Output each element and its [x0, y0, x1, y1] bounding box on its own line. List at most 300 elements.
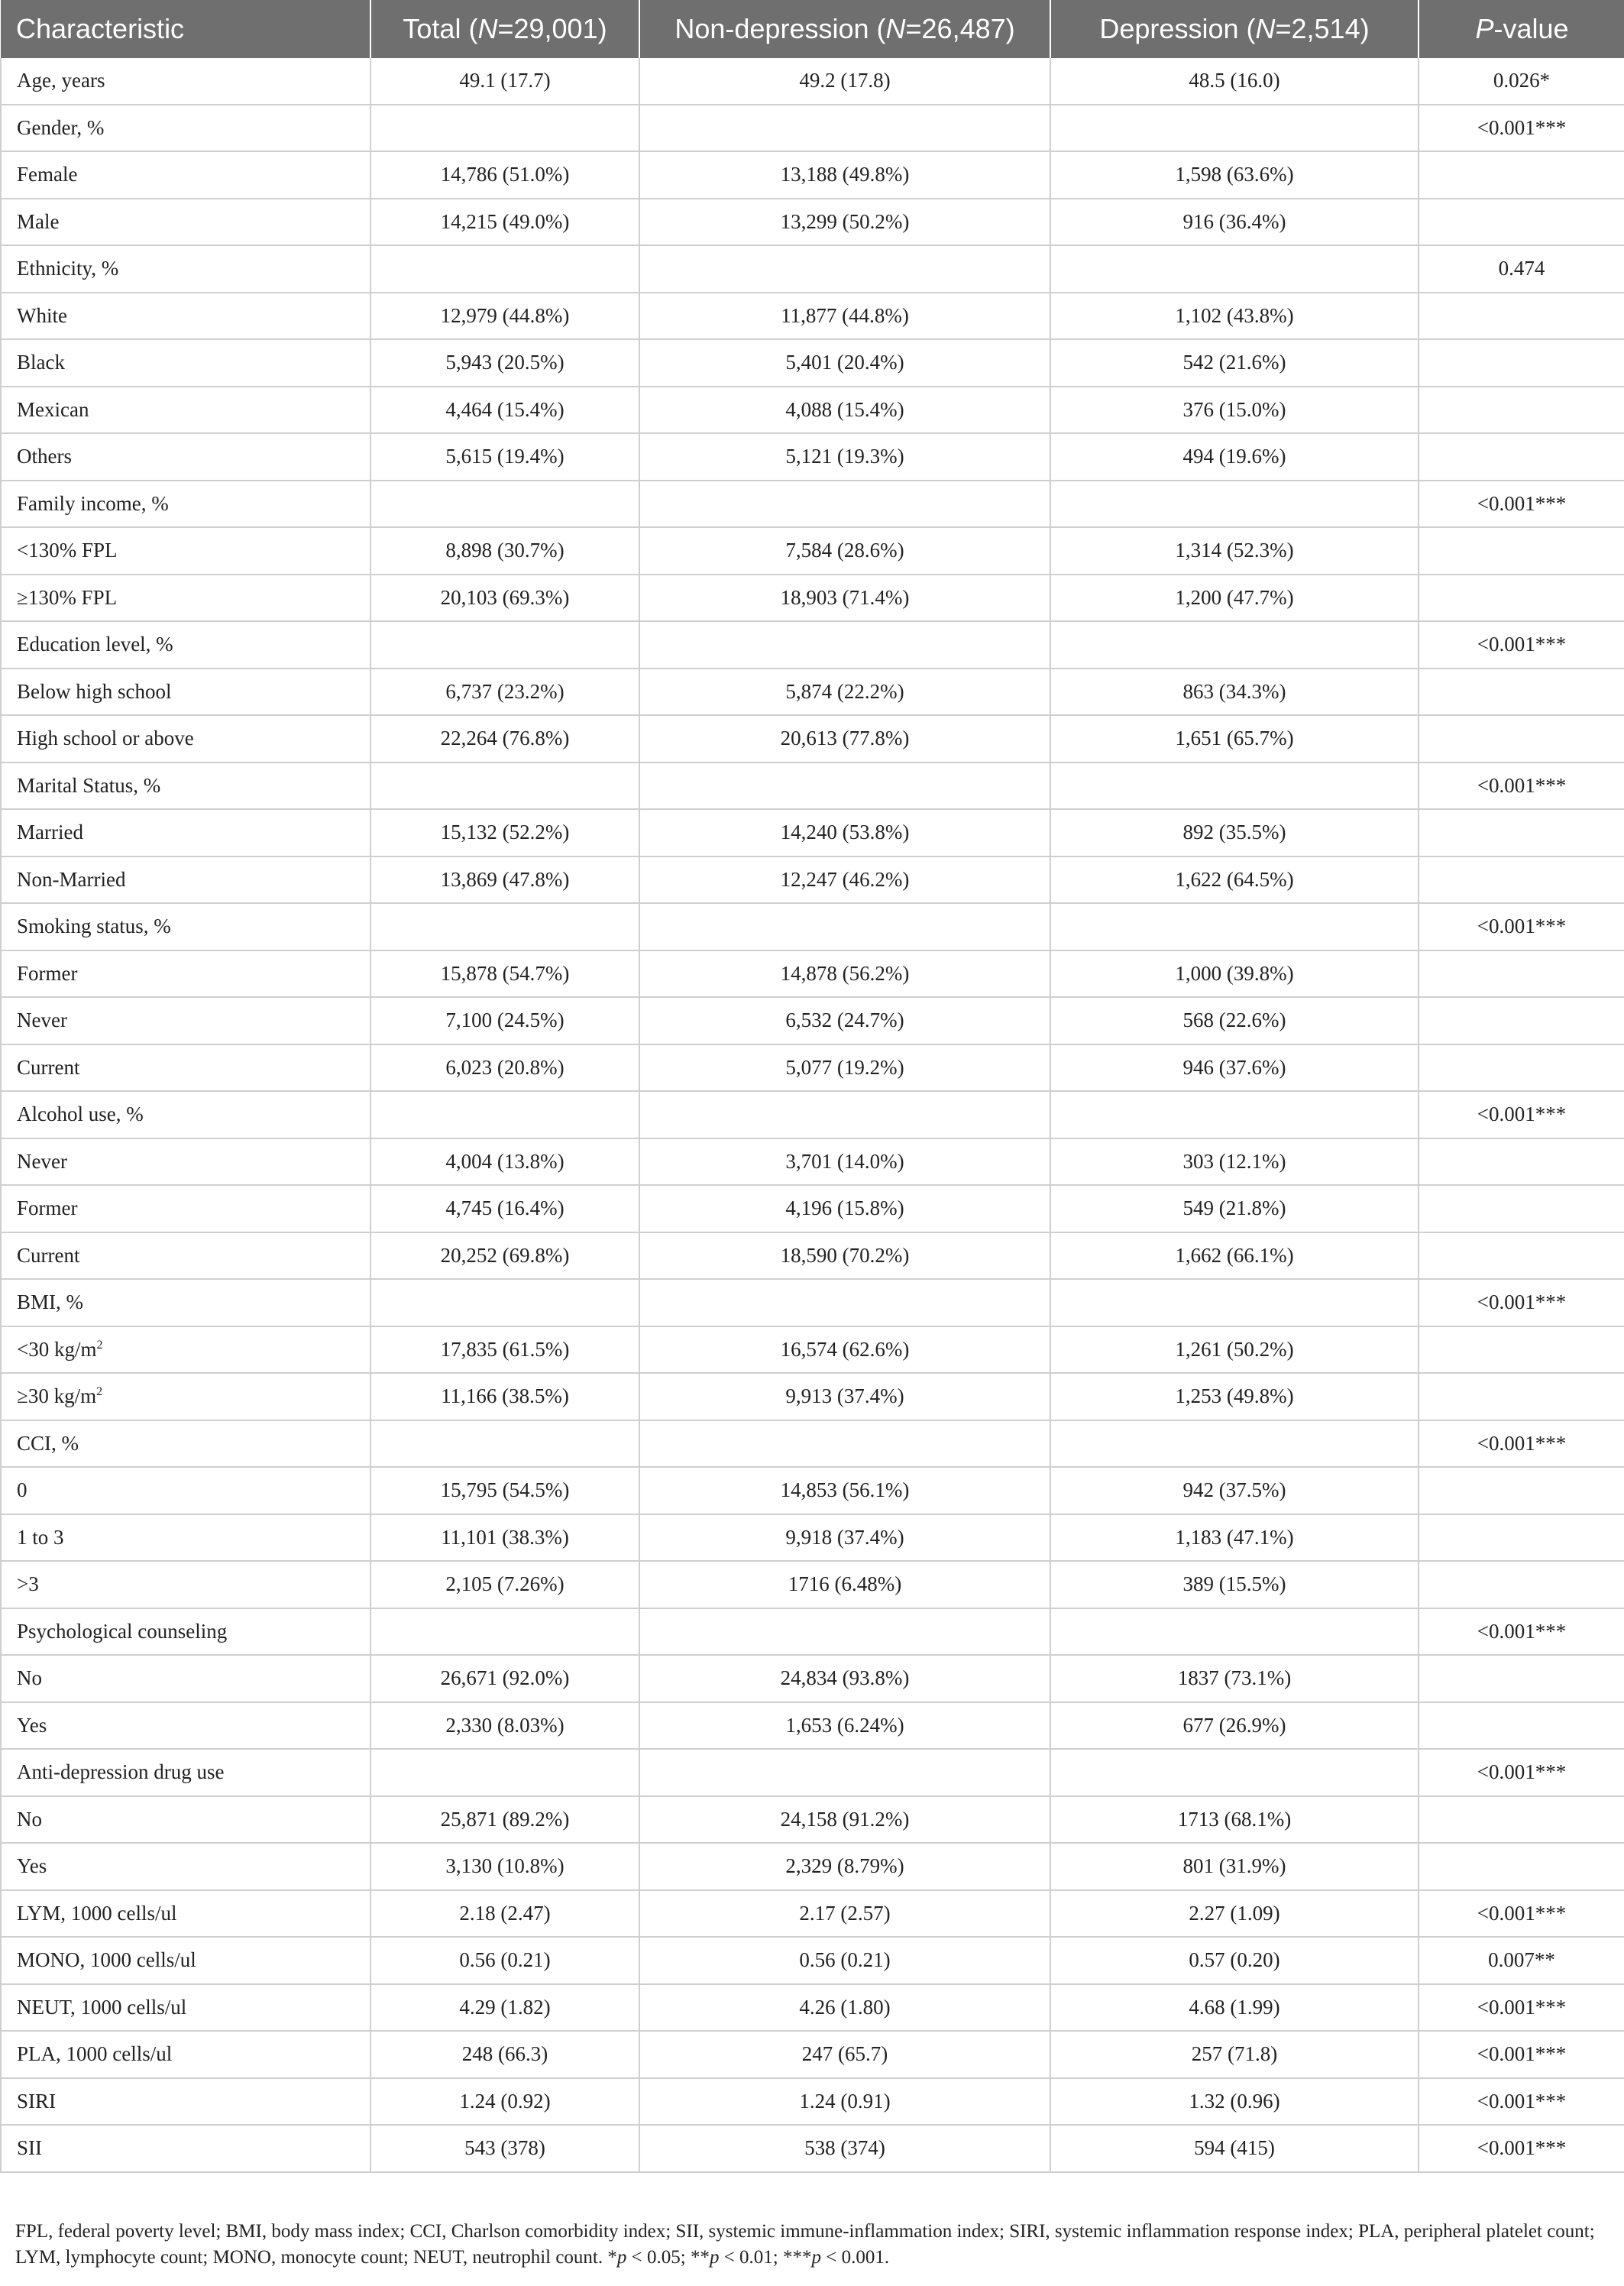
p-value-cell: [1419, 575, 1624, 622]
cell-text: PLA, 1000 cells/ul: [17, 2042, 173, 2066]
characteristic-cell: [1, 387, 370, 434]
characteristic-cell: [1, 997, 370, 1044]
cell-text: 9,913 (37.4%): [785, 1384, 904, 1408]
total-cell: [370, 245, 639, 293]
total-cell: [370, 997, 639, 1044]
cell-text: Male: [17, 209, 60, 233]
cell-text: 1.24 (0.91): [799, 2089, 891, 2113]
cell-text: Yes: [17, 1713, 47, 1737]
characteristic-cell: [1, 809, 370, 856]
non-depression-cell: [639, 1091, 1050, 1138]
p-value-cell: [1419, 1420, 1624, 1468]
cell-text: 1,622 (64.5%): [1175, 867, 1294, 891]
depression-cell: [1050, 621, 1419, 669]
depression-cell: [1050, 903, 1419, 950]
cell-text: 0: [17, 1478, 27, 1502]
p-value-cell: [1419, 1091, 1624, 1138]
cell-text: Current: [17, 1243, 80, 1267]
characteristic-cell: [1, 151, 370, 199]
depression-cell: [1050, 151, 1419, 199]
table-footnote: FPL, federal poverty level; BMI, body mass index; CCI, Charlson comorbidity index; SII, systemic immune-inflammation index; SIRI, systemic inflammation response index; PLA, peripheral platelet count; LYM, lymphocyte count; MONO, monocyte count; NEUT, neutrophil count. *p < 0.05; **p < 0.01; ***p < 0.001.: [15, 2221, 1595, 2268]
table-row: [1, 763, 1624, 810]
characteristic-cell: [1, 1185, 370, 1232]
depression-cell: [1050, 1138, 1419, 1186]
table-row: [1, 1514, 1624, 1562]
characteristic-cell: [1, 1514, 370, 1562]
total-cell: [370, 481, 639, 528]
p-value-cell: [1419, 1279, 1624, 1326]
depression-cell: [1050, 1091, 1419, 1138]
total-cell: [370, 1467, 639, 1514]
table-row: [1, 621, 1624, 669]
cell-text: Others: [17, 445, 72, 468]
p-value-cell: [1419, 105, 1624, 152]
cell-text: 549 (21.8%): [1182, 1196, 1286, 1220]
cell-text: 1,261 (50.2%): [1175, 1337, 1294, 1361]
non-depression-cell: [639, 105, 1050, 152]
cell-text: 248 (66.3): [461, 2042, 548, 2066]
header-row: [1, 0, 1624, 58]
header-non-depression: Non-depression (N=26,487): [639, 0, 1050, 58]
total-cell: [370, 387, 639, 434]
depression-cell: [1050, 575, 1419, 622]
depression-cell: [1050, 1984, 1419, 2032]
depression-cell: [1050, 1185, 1419, 1232]
cell-text: 1837 (73.1%): [1177, 1666, 1292, 1690]
p-value-cell: [1419, 809, 1624, 856]
total-cell: [370, 151, 639, 199]
characteristic-cell: [1, 1937, 370, 1984]
table-row: [1, 1561, 1624, 1608]
total-cell: [370, 1091, 639, 1138]
p-value-cell: [1419, 763, 1624, 810]
total-cell: [370, 1843, 639, 1890]
table-row: [1, 1185, 1624, 1232]
p-value-cell: [1419, 2031, 1624, 2078]
cell-text: 1,000 (39.8%): [1175, 961, 1294, 985]
depression-cell: [1050, 1232, 1419, 1280]
total-cell: [370, 1890, 639, 1938]
cell-text: 5,121 (19.3%): [785, 445, 904, 468]
cell-text: 20,613 (77.8%): [780, 727, 910, 750]
cell-text: <0.001***: [1477, 1431, 1567, 1455]
cell-text: 543 (378): [464, 2136, 545, 2160]
cell-text: 4,745 (16.4%): [445, 1196, 565, 1220]
table-row: [1, 575, 1624, 622]
characteristic-cell: [1, 481, 370, 528]
non-depression-cell: [639, 1420, 1050, 1468]
total-cell: [370, 2125, 639, 2172]
p-value-cell: [1419, 1185, 1624, 1232]
cell-text: ≥30 kg/m: [17, 1384, 97, 1408]
table-row: [1, 669, 1624, 716]
total-cell: [370, 1561, 639, 1608]
cell-text: 4,196 (15.8%): [785, 1196, 904, 1220]
characteristic-cell: [1, 1655, 370, 1702]
cell-text: 14,853 (56.1%): [780, 1478, 910, 1502]
non-depression-cell: [639, 1984, 1050, 2032]
table-row: [1, 433, 1624, 481]
cell-text: 594 (415): [1194, 2136, 1275, 2160]
non-depression-cell: [639, 1561, 1050, 1608]
total-cell: [370, 1232, 639, 1280]
depression-cell: [1050, 1326, 1419, 1374]
total-cell: [370, 339, 639, 387]
cell-text: 5,401 (20.4%): [785, 351, 904, 374]
table-row: [1, 1655, 1624, 1702]
cell-text: 4.68 (1.99): [1189, 1995, 1280, 2019]
total-cell: [370, 2078, 639, 2126]
p-value-cell: [1419, 481, 1624, 528]
non-depression-cell: [639, 575, 1050, 622]
cell-text: 389 (15.5%): [1182, 1572, 1286, 1596]
cell-text: 11,101 (38.3%): [441, 1525, 569, 1549]
depression-cell: [1050, 1749, 1419, 1796]
cell-text: Female: [17, 163, 78, 186]
p-value-cell: [1419, 1796, 1624, 1844]
total-cell: [370, 621, 639, 669]
non-depression-cell: [639, 1138, 1050, 1186]
p-value-cell: [1419, 433, 1624, 481]
total-cell: [370, 669, 639, 716]
non-depression-cell: [639, 950, 1050, 998]
cell-text: 942 (37.5%): [1182, 1478, 1286, 1502]
cell-text: 7,584 (28.6%): [785, 539, 904, 562]
non-depression-cell: [639, 199, 1050, 246]
non-depression-cell: [639, 481, 1050, 528]
characteristic-cell: [1, 715, 370, 763]
total-cell: [370, 1373, 639, 1420]
cell-text: 25,871 (89.2%): [440, 1807, 570, 1831]
depression-cell: [1050, 105, 1419, 152]
p-value-cell: [1419, 715, 1624, 763]
table-row: [1, 1232, 1624, 1280]
cell-text: 0.56 (0.21): [459, 1948, 551, 1972]
table-row: [1, 1044, 1624, 1092]
p-value-cell: [1419, 1608, 1624, 1656]
cell-text: 3,701 (14.0%): [785, 1149, 904, 1173]
table-row: [1, 1984, 1624, 2032]
cell-text: 15,795 (54.5%): [440, 1478, 570, 1502]
cell-text: 5,615 (19.4%): [445, 445, 565, 468]
characteristic-cell: [1, 621, 370, 669]
non-depression-cell: [639, 1796, 1050, 1844]
non-depression-cell: [639, 293, 1050, 340]
non-depression-cell: [639, 997, 1050, 1044]
non-depression-cell: [639, 2125, 1050, 2172]
cell-text: <0.001***: [1477, 1103, 1567, 1126]
non-depression-cell: [639, 1655, 1050, 1702]
p-value-cell: [1419, 669, 1624, 716]
p-value-cell: [1419, 1467, 1624, 1514]
non-depression-cell: [639, 621, 1050, 669]
cell-text: 1,662 (66.1%): [1175, 1243, 1294, 1267]
total-cell: [370, 715, 639, 763]
p-value-cell: [1419, 387, 1624, 434]
total-cell: [370, 1984, 639, 2032]
total-cell: [370, 1279, 639, 1326]
depression-cell: [1050, 1514, 1419, 1562]
characteristic-cell: [1, 1608, 370, 1656]
non-depression-cell: [639, 1232, 1050, 1280]
cell-text: 3,130 (10.8%): [445, 1854, 565, 1878]
cell-text: 2.18 (2.47): [459, 1901, 551, 1925]
cell-text: MONO, 1000 cells/ul: [17, 1948, 196, 1972]
characteristic-cell: [1, 1232, 370, 1280]
non-depression-cell: [639, 1326, 1050, 1374]
cell-text: 0.56 (0.21): [799, 1948, 891, 1972]
table-row: [1, 1749, 1624, 1796]
cell-text: 20,103 (69.3%): [440, 585, 570, 609]
cell-text: Smoking status, %: [17, 915, 171, 938]
p-value-cell: [1419, 1890, 1624, 1938]
depression-cell: [1050, 58, 1419, 105]
non-depression-cell: [639, 1749, 1050, 1796]
cell-text: No: [17, 1807, 42, 1831]
characteristic-cell: [1, 950, 370, 998]
characteristic-cell: [1, 2078, 370, 2126]
non-depression-cell: [639, 339, 1050, 387]
table-row: [1, 105, 1624, 152]
cell-text: Never: [17, 1149, 67, 1173]
depression-cell: [1050, 1608, 1419, 1656]
total-cell: [370, 1796, 639, 1844]
header-p-value: P-value: [1419, 0, 1624, 58]
cell-text: 247 (65.7): [801, 2042, 888, 2066]
total-cell: [370, 809, 639, 856]
depression-cell: [1050, 527, 1419, 575]
cell-text: 48.5 (16.0): [1189, 69, 1280, 92]
table-row: [1, 950, 1624, 998]
cell-text: 8,898 (30.7%): [445, 539, 565, 562]
non-depression-cell: [639, 1937, 1050, 1984]
depression-cell: [1050, 433, 1419, 481]
cell-text: 13,869 (47.8%): [440, 867, 570, 891]
total-cell: [370, 950, 639, 998]
cell-text: 1 to 3: [17, 1525, 64, 1549]
depression-cell: [1050, 1937, 1419, 1984]
cell-text: Family income, %: [17, 491, 169, 515]
depression-cell: [1050, 2078, 1419, 2126]
characteristic-cell: [1, 1749, 370, 1796]
depression-cell: [1050, 997, 1419, 1044]
table-row: [1, 2125, 1624, 2172]
depression-cell: [1050, 293, 1419, 340]
total-cell: [370, 1655, 639, 1702]
total-cell: [370, 1608, 639, 1656]
cell-text: 1,651 (65.7%): [1175, 727, 1294, 750]
cell-text: 5,943 (20.5%): [445, 351, 565, 374]
non-depression-cell: [639, 1373, 1050, 1420]
cell-text: BMI, %: [17, 1290, 83, 1314]
cell-text: 0.026*: [1493, 69, 1551, 92]
p-value-cell: [1419, 621, 1624, 669]
cell-text: 376 (15.0%): [1182, 397, 1286, 421]
cell-text: Age, years: [17, 69, 105, 92]
total-cell: [370, 763, 639, 810]
cell-text: 568 (22.6%): [1182, 1009, 1286, 1032]
header-total: Total (N=29,001): [370, 0, 639, 58]
cell-text: 14,240 (53.8%): [780, 821, 910, 844]
cell-text: 14,786 (51.0%): [440, 163, 570, 186]
total-cell: [370, 105, 639, 152]
cell-text: 14,215 (49.0%): [440, 209, 570, 233]
cell-text: <0.001***: [1477, 915, 1567, 938]
characteristic-cell: [1, 433, 370, 481]
cell-text: 1,314 (52.3%): [1175, 539, 1294, 562]
header-characteristic: Characteristic: [1, 0, 370, 58]
p-value-cell: [1419, 339, 1624, 387]
p-value-cell: [1419, 1138, 1624, 1186]
p-value-cell: [1419, 151, 1624, 199]
non-depression-cell: [639, 1185, 1050, 1232]
characteristic-cell: [1, 1326, 370, 1374]
total-cell: [370, 58, 639, 105]
total-cell: [370, 1185, 639, 1232]
table-row: [1, 1937, 1624, 1984]
cell-text: 18,590 (70.2%): [780, 1243, 910, 1267]
cell-text: 2.27 (1.09): [1189, 1901, 1280, 1925]
characteristic-cell: [1, 669, 370, 716]
non-depression-cell: [639, 245, 1050, 293]
table-row: [1, 1467, 1624, 1514]
cell-text: Former: [17, 1196, 78, 1220]
cell-text: <0.001***: [1477, 2042, 1567, 2066]
depression-cell: [1050, 2031, 1419, 2078]
p-value-cell: [1419, 1702, 1624, 1750]
cell-text: 4,004 (13.8%): [445, 1149, 565, 1173]
cell-text: No: [17, 1666, 42, 1690]
cell-text: 542 (21.6%): [1182, 351, 1286, 374]
cell-text: Gender, %: [17, 115, 105, 139]
p-value-cell: [1419, 245, 1624, 293]
cell-text: 892 (35.5%): [1182, 821, 1286, 844]
table-row: [1, 1373, 1624, 1420]
p-value-cell: [1419, 58, 1624, 105]
cell-text: 2,330 (8.03%): [445, 1713, 565, 1737]
cell-text: 26,671 (92.0%): [440, 1666, 570, 1690]
cell-text: <0.001***: [1477, 491, 1567, 515]
unit-superscript: 2: [96, 1338, 103, 1352]
table-row: [1, 481, 1624, 528]
p-value-cell: [1419, 1373, 1624, 1420]
total-cell: [370, 575, 639, 622]
table-row: [1, 1279, 1624, 1326]
depression-cell: [1050, 1044, 1419, 1092]
depression-cell: [1050, 1655, 1419, 1702]
non-depression-cell: [639, 151, 1050, 199]
total-cell: [370, 527, 639, 575]
cell-text: Non-Married: [17, 867, 126, 891]
depression-cell: [1050, 856, 1419, 904]
cell-text: 4,464 (15.4%): [445, 397, 565, 421]
cell-text: 13,188 (49.8%): [780, 163, 910, 186]
cell-text: 6,532 (24.7%): [785, 1009, 904, 1032]
cell-text: <0.001***: [1477, 633, 1567, 656]
non-depression-cell: [639, 715, 1050, 763]
p-value-cell: [1419, 1561, 1624, 1608]
cell-text: Married: [17, 821, 83, 844]
non-depression-cell: [639, 433, 1050, 481]
cell-text: SII: [17, 2136, 42, 2160]
non-depression-cell: [639, 1044, 1050, 1092]
cell-text: <130% FPL: [17, 539, 118, 562]
characteristic-cell: [1, 1984, 370, 2032]
cell-text: 1,183 (47.1%): [1175, 1525, 1294, 1549]
depression-cell: [1050, 669, 1419, 716]
cell-text: LYM, 1000 cells/ul: [17, 1901, 177, 1925]
non-depression-cell: [639, 387, 1050, 434]
cell-text: 15,132 (52.2%): [440, 821, 570, 844]
cell-text: 12,247 (46.2%): [780, 867, 910, 891]
cell-text: 1,653 (6.24%): [785, 1713, 904, 1737]
p-value-cell: [1419, 1326, 1624, 1374]
characteristic-cell: [1, 1843, 370, 1890]
non-depression-cell: [639, 1514, 1050, 1562]
cell-text: 20,252 (69.8%): [440, 1243, 570, 1267]
characteristic-cell: [1, 1044, 370, 1092]
total-cell: [370, 1514, 639, 1562]
p-value-cell: [1419, 2125, 1624, 2172]
cell-text: 24,158 (91.2%): [780, 1807, 910, 1831]
cell-text: 494 (19.6%): [1182, 445, 1286, 468]
cell-text: Ethnicity, %: [17, 257, 119, 280]
table-row: [1, 809, 1624, 856]
cell-text: 1,200 (47.7%): [1175, 585, 1294, 609]
characteristic-cell: [1, 903, 370, 950]
depression-cell: [1050, 199, 1419, 246]
depression-cell: [1050, 715, 1419, 763]
table-row: [1, 997, 1624, 1044]
cell-text: 1713 (68.1%): [1177, 1807, 1292, 1831]
total-cell: [370, 1326, 639, 1374]
cell-text: 1.32 (0.96): [1189, 2089, 1280, 2113]
depression-cell: [1050, 339, 1419, 387]
p-value-cell: [1419, 1232, 1624, 1280]
cell-text: White: [17, 303, 67, 327]
cell-text: 4,088 (15.4%): [785, 397, 904, 421]
cell-text: Former: [17, 961, 78, 985]
total-cell: [370, 903, 639, 950]
characteristic-cell: [1, 1561, 370, 1608]
p-value-cell: [1419, 1749, 1624, 1796]
table-row: [1, 1420, 1624, 1468]
p-value-cell: [1419, 1984, 1624, 2032]
cell-text: Below high school: [17, 679, 172, 703]
unit-superscript: 2: [96, 1385, 103, 1399]
characteristic-cell: [1, 1138, 370, 1186]
cell-text: 916 (36.4%): [1182, 209, 1286, 233]
characteristic-cell: [1, 2031, 370, 2078]
cell-text: 18,903 (71.4%): [780, 585, 910, 609]
characteristic-cell: [1, 1796, 370, 1844]
total-cell: [370, 1138, 639, 1186]
total-cell: [370, 1702, 639, 1750]
cell-text: Anti-depression drug use: [17, 1760, 225, 1784]
cell-text: 5,077 (19.2%): [785, 1055, 904, 1079]
p-value-cell: [1419, 1843, 1624, 1890]
characteristic-cell: [1, 1373, 370, 1420]
cell-text: 5,874 (22.2%): [785, 679, 904, 703]
depression-cell: [1050, 1561, 1419, 1608]
cell-text: 1,598 (63.6%): [1175, 163, 1294, 186]
cell-text: 22,264 (76.8%): [440, 727, 570, 750]
cell-text: 2.17 (2.57): [799, 1901, 891, 1925]
cell-text: 9,918 (37.4%): [785, 1525, 904, 1549]
table-row: [1, 527, 1624, 575]
cell-text: 1,253 (49.8%): [1175, 1384, 1294, 1408]
depression-cell: [1050, 481, 1419, 528]
